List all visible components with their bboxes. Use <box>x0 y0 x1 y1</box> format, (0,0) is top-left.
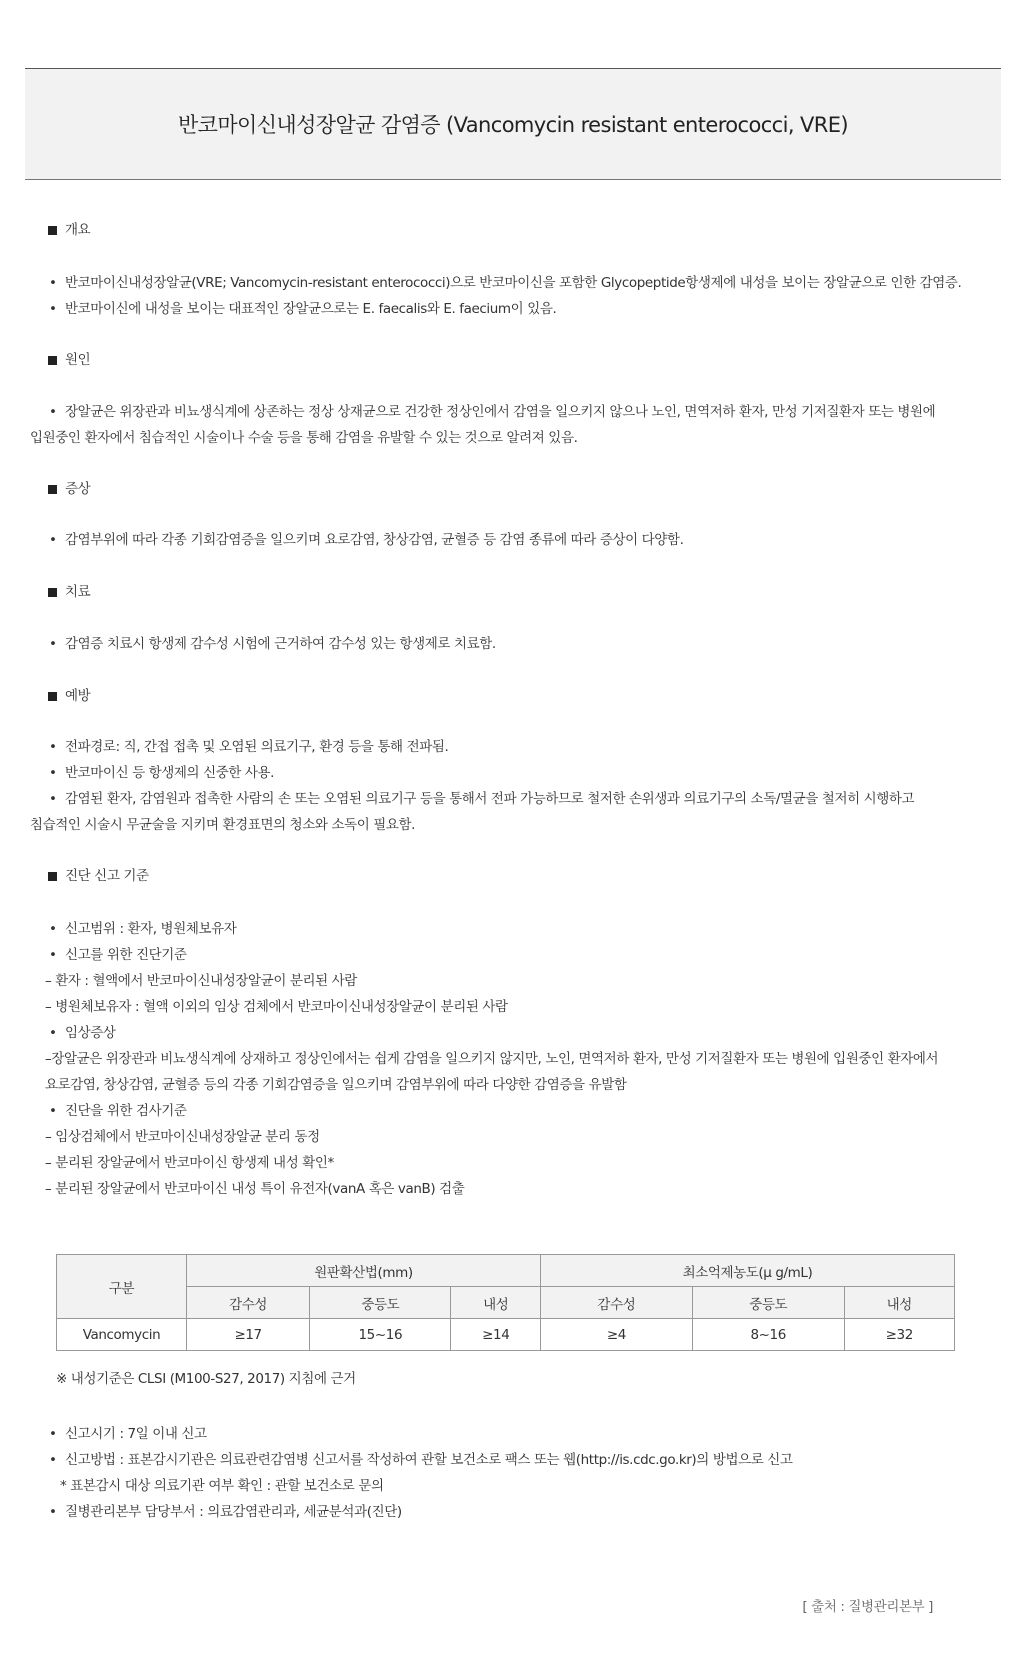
bullet-icon: • <box>49 765 57 781</box>
bullet-icon: • <box>49 636 57 652</box>
resistance-criteria-table <box>56 1254 955 1351</box>
section-heading-treatment: 치료 <box>48 582 90 602</box>
overview-line-2: • 반코마이신에 내성을 보이는 대표적인 장알균으로는 E. faecalis와 E. faecium이 있음. <box>49 301 557 317</box>
cause-line-1: • 장알균은 위장관과 비뇨생식계에 상존하는 정상 상재균으로 건강한 정상인에서 감염을 일으키지 않으나 노인, 면역저하 환자, 만성 기저질환자 또는 병원에 <box>49 404 936 420</box>
bullet-icon: • <box>49 1103 57 1119</box>
diagnosis-clinical-line-1: –장알균은 위장관과 비뇨생식계에 상재하고 정상인에서는 쉽게 감염을 일으키지 않지만, 노인, 면역저하 환자, 만성 기저질환자 또는 병원에 입원중인 환자에서 <box>45 1051 939 1067</box>
symptoms-line: • 감염부위에 따라 각종 기회감염증을 일으키며 요로감염, 창상감염, 균혈증 등 감염 종류에 따라 증상이 다양함. <box>49 532 684 548</box>
table-row-label: Vancomycin <box>57 1319 187 1351</box>
square-bullet-icon <box>48 872 57 881</box>
diagnosis-carrier: – 병원체보유자 : 혈액 이외의 임상 검체에서 반코마이신내성장알균이 분리된 사람 <box>45 999 508 1015</box>
prevention-line-2: • 반코마이신 등 항생제의 신중한 사용. <box>49 765 275 781</box>
table-subheader-row <box>57 1287 955 1319</box>
diagnosis-lab: • 진단을 위한 검사기준 <box>49 1103 187 1119</box>
table-header-row <box>57 1255 955 1287</box>
bullet-icon: • <box>49 739 57 755</box>
square-bullet-icon <box>48 226 57 235</box>
title-box <box>25 68 1001 180</box>
bullet-icon: • <box>49 1504 57 1520</box>
bullet-icon: • <box>49 1452 57 1468</box>
square-bullet-icon <box>48 692 57 701</box>
section-heading-diagnosis: 진단 신고 기준 <box>48 866 149 886</box>
report-method: • 신고방법 : 표본감시기관은 의료관련감염병 신고서를 작성하여 관할 보건소로 팩스 또는 웹(http://is.cdc.go.kr)의 방법으로 신고 <box>49 1452 793 1468</box>
table-header-mic: 최소억제농도(μ g/mL) <box>541 1255 955 1287</box>
prevention-line-1: • 전파경로: 직, 간접 접촉 및 오염된 의료기구, 환경 등을 통해 전파됨. <box>49 739 449 755</box>
bullet-icon: • <box>49 1025 57 1041</box>
square-bullet-icon <box>48 588 57 597</box>
bullet-icon: • <box>49 301 57 317</box>
bullet-icon: • <box>49 404 57 420</box>
diagnosis-lab-2: – 분리된 장알균에서 반코마이신 항생제 내성 확인* <box>45 1155 334 1171</box>
table-header-category: 구분 <box>57 1255 187 1319</box>
bullet-icon: • <box>49 921 57 937</box>
table-cell: 8~16 <box>692 1319 844 1351</box>
table-cell: ≥4 <box>541 1319 693 1351</box>
table-cell: ≥17 <box>187 1319 310 1351</box>
table-subheader-cell: 감수성 <box>541 1287 693 1319</box>
diagnosis-lab-1: – 임상검체에서 반코마이신내성장알균 분리 동정 <box>45 1129 320 1145</box>
diagnosis-lab-3: – 분리된 장알균에서 반코마이신 내성 특이 유전자(vanA 혹은 vanB) 검출 <box>45 1181 465 1197</box>
report-dept: • 질병관리본부 담당부서 : 의료감염관리과, 세균분석과(진단) <box>49 1504 402 1520</box>
bullet-icon: • <box>49 1426 57 1442</box>
table-subheader-cell: 감수성 <box>187 1287 310 1319</box>
table-cell: ≥14 <box>451 1319 541 1351</box>
overview-line-1: • 반코마이신내성장알균(VRE; Vancomycin-resistant enterococci)으로 반코마이신을 포함한 Glycopeptide항생제에 내성을 보이는 장알균으로 인한 감염증. <box>49 275 962 291</box>
table-subheader-cell: 중등도 <box>310 1287 451 1319</box>
treatment-line: • 감염증 치료시 항생제 감수성 시험에 근거하여 감수성 있는 항생제로 치료함. <box>49 636 496 652</box>
bullet-icon: • <box>49 532 57 548</box>
report-timing: • 신고시기 : 7일 이내 신고 <box>49 1426 207 1442</box>
square-bullet-icon <box>48 485 57 494</box>
table-header-disk-diffusion: 원판확산법(mm) <box>187 1255 541 1287</box>
table-subheader-cell: 내성 <box>844 1287 954 1319</box>
table-subheader-cell: 중등도 <box>692 1287 844 1319</box>
prevention-line-3: • 감염된 환자, 감염원과 접촉한 사람의 손 또는 오염된 의료기구 등을 통해서 전파 가능하므로 철저한 손위생과 의료기구의 소독/멸균을 철저히 시행하고 <box>49 791 915 807</box>
bullet-icon: • <box>49 275 57 291</box>
bullet-icon: • <box>49 947 57 963</box>
section-heading-prevention: 예방 <box>48 686 90 706</box>
table-note: ※ 내성기준은 CLSI (M100-S27, 2017) 지침에 근거 <box>56 1371 356 1387</box>
table-subheader-cell: 내성 <box>451 1287 541 1319</box>
section-heading-cause: 원인 <box>48 350 90 370</box>
page-title: 반코마이신내성장알균 감염증 (Vancomycin resistant enterococci, VRE) <box>177 113 849 137</box>
table-cell: ≥32 <box>844 1319 954 1351</box>
cause-line-2: 입원중인 환자에서 침습적인 시술이나 수술 등을 통해 감염을 유발할 수 있는 것으로 알려져 있음. <box>30 430 578 446</box>
square-bullet-icon <box>48 356 57 365</box>
table-row <box>57 1319 955 1351</box>
section-heading-symptoms: 증상 <box>48 479 90 499</box>
diagnosis-scope: • 신고범위 : 환자, 병원체보유자 <box>49 921 237 937</box>
source-credit: [ 출처 : 질병관리본부 ] <box>802 1599 933 1615</box>
report-note: * 표본감시 대상 의료기관 여부 확인 : 관할 보건소로 문의 <box>60 1478 384 1494</box>
diagnosis-clinical: • 임상증상 <box>49 1025 116 1041</box>
table-cell: 15~16 <box>310 1319 451 1351</box>
section-heading-overview: 개요 <box>48 220 90 240</box>
diagnosis-criteria: • 신고를 위한 진단기준 <box>49 947 187 963</box>
prevention-line-4: 침습적인 시술시 무균술을 지키며 환경표면의 청소와 소독이 필요함. <box>30 817 416 833</box>
bullet-icon: • <box>49 791 57 807</box>
diagnosis-patient: – 환자 : 혈액에서 반코마이신내성장알균이 분리된 사람 <box>45 973 357 989</box>
diagnosis-clinical-line-2: 요로감염, 창상감염, 균혈증 등의 각종 기회감염증을 일으키며 감염부위에 따라 다양한 감염증을 유발함 <box>45 1077 627 1093</box>
